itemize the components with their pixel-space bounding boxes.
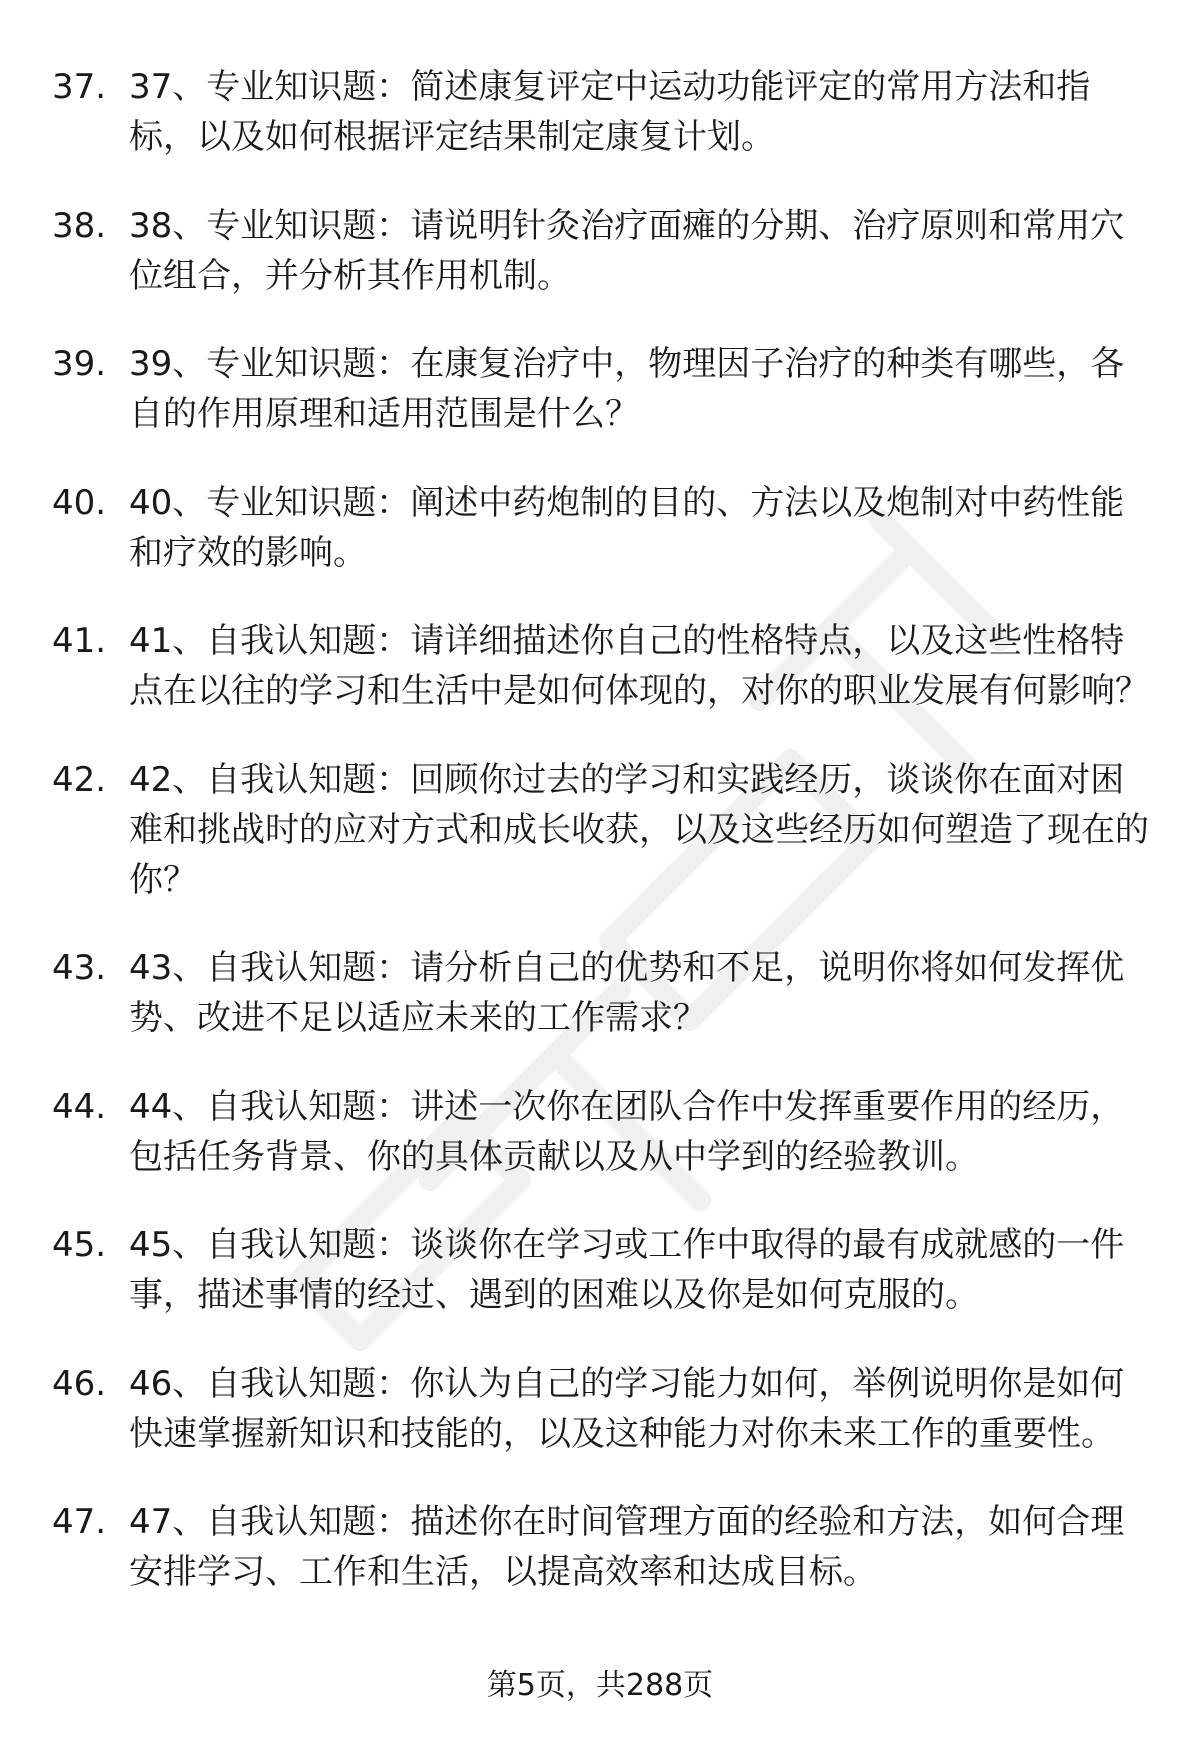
question-text: 37、专业知识题：简述康复评定中运动功能评定的常用方法和指标，以及如何根据评定结果制定康复计划。: [129, 67, 1091, 157]
page-footer: 第5页，共288页: [486, 1668, 714, 1703]
question-number: 37.: [52, 67, 107, 107]
list-item: [52, 201, 1152, 301]
question-number: 38.: [52, 205, 107, 246]
list-item: [52, 62, 1152, 162]
list-item: [52, 616, 1152, 716]
question-number: 45.: [52, 1225, 107, 1265]
list-item: [52, 339, 1152, 439]
question-text: 41、自我认知题：请详细描述你自己的性格特点，以及这些性格特点在以往的学习和生活中是如何体现的，对你的职业发展有何影响？: [129, 621, 1149, 711]
question-text: 43、自我认知题：请分析自己的优势和不足，说明你将如何发挥优势、改进不足以适应未来的工作需求？: [129, 948, 1125, 1038]
question-number: 40.: [52, 482, 107, 523]
question-number: 47.: [52, 1502, 107, 1542]
list-item: [52, 1082, 1152, 1182]
question-text: 39、专业知识题：在康复治疗中，物理因子治疗的种类有哪些，各自的作用原理和适用范围是什么？: [129, 344, 1125, 434]
question-text: 44、自我认知题：讲述一次你在团队合作中发挥重要作用的经历，包括任务背景、你的具体贡献以及从中学到的经验教训。: [129, 1086, 1125, 1177]
question-text: 38、专业知识题：请说明针灸治疗面瘫的分期、治疗原则和常用穴位组合，并分析其作用机制。: [129, 205, 1125, 296]
question-number: 46.: [52, 1363, 107, 1404]
question-number: 44.: [52, 1086, 107, 1127]
list-item: [52, 478, 1152, 578]
question-text: 45、自我认知题：谈谈你在学习或工作中取得的最有成就感的一件事，描述事情的经过、遇到的困难以及你是如何克服的。: [129, 1225, 1125, 1315]
question-number: 41.: [52, 621, 107, 661]
question-number: 39.: [52, 344, 107, 384]
question-text: 47、自我认知题：描述你在时间管理方面的经验和方法，如何合理安排学习、工作和生活，以提高效率和达成目标。: [129, 1502, 1125, 1592]
question-text: 46、自我认知题：你认为自己的学习能力如何，举例说明你是如何快速掌握新知识和技能的，以及这种能力对你未来工作的重要性。: [129, 1363, 1125, 1454]
list-item: [52, 943, 1152, 1043]
question-number: 43.: [52, 948, 107, 988]
list-item: [52, 1497, 1152, 1597]
question-text: 42、自我认知题：回顾你过去的学习和实践经历，谈谈你在面对困难和挑战时的应对方式和成长收获，以及这些经历如何塑造了现在的你？: [129, 759, 1149, 900]
list-item: [52, 755, 1152, 905]
list-item: [52, 1220, 1152, 1320]
list-item: [52, 1359, 1152, 1459]
question-list: [52, 62, 1152, 1636]
question-text: 40、专业知识题：阐述中药炮制的目的、方法以及炮制对中药性能和疗效的影响。: [129, 482, 1125, 573]
question-number: 42.: [52, 759, 107, 800]
